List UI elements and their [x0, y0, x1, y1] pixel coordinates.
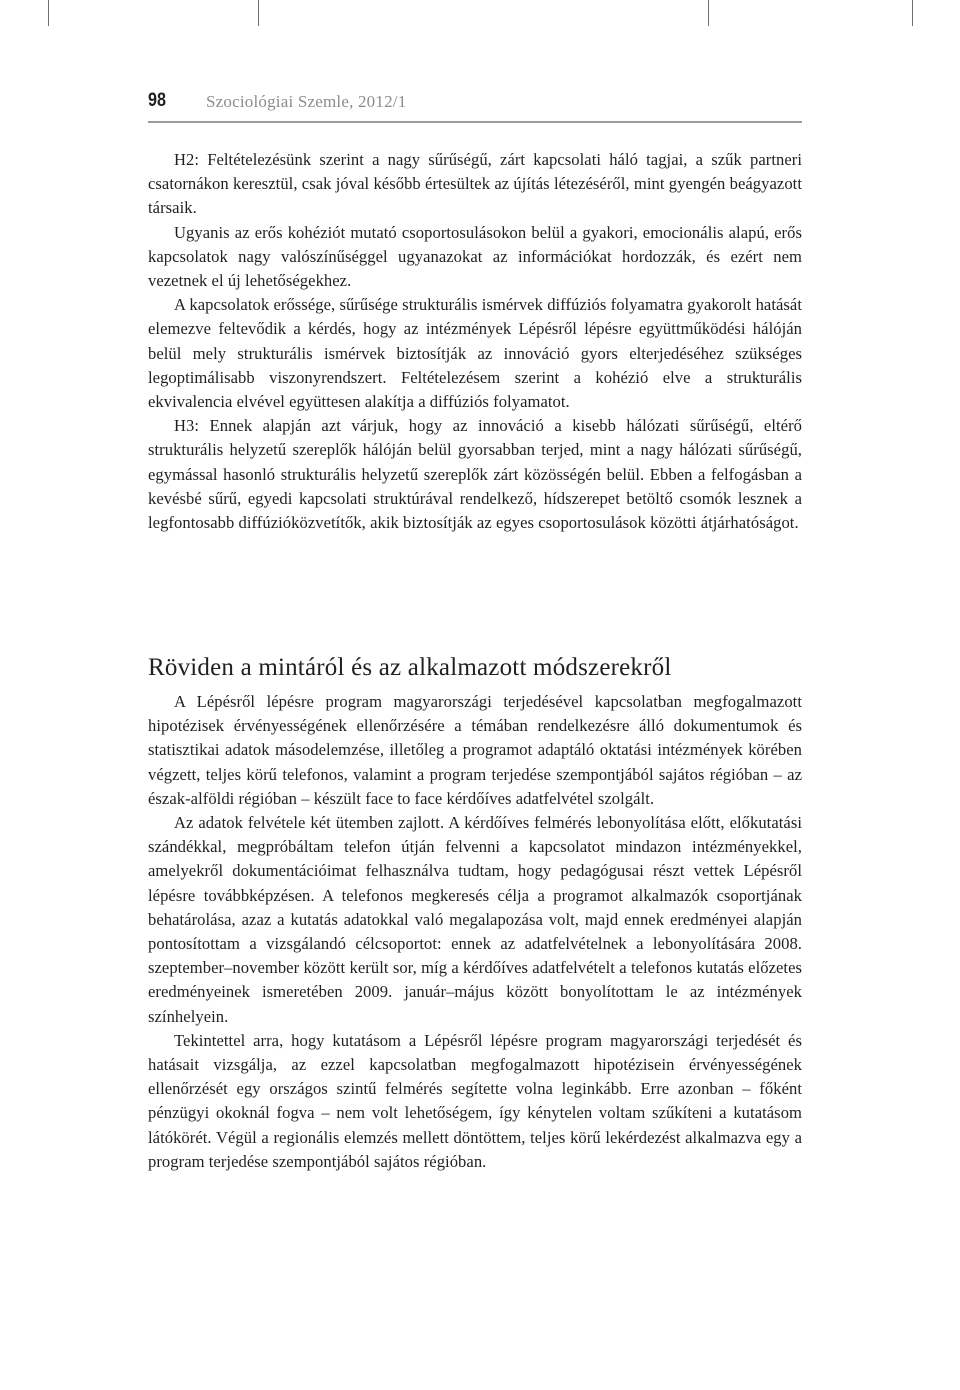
- paragraph: Ugyanis az erős kohéziót mutató csoportosulásokon belül a gyakori, emocionális alapú, erős kapcsolatok nagy valószínűséggel ugyanazokat az információkat hordozzák, és ezért nem vezetnek el új lehetőségekhez.: [148, 222, 802, 291]
- paragraph: A Lépésről lépésre program magyarországi terjedésével kapcsolatban megfogalmazott hipotézisek érvényességének ellenőrzésére a témában rendelkezésre álló dokumentumok és statisztikai adatok másodelemzése, illetőleg a programot adaptáló oktatási intézmények körében végzett, teljes körű telefonos, valamint a program terjedése szempontjából sajátos régióban – az észak-alföldi régióban – készült face to face kérdőíves adatfelvétel szolgált.: [148, 692, 802, 808]
- body-text-top: [148, 148, 802, 535]
- page-number: 98: [148, 90, 166, 111]
- crop-mark: [912, 0, 913, 26]
- crop-mark: [258, 0, 259, 26]
- paragraph: Tekintettel arra, hogy kutatásom a Lépésről lépésre program magyarországi terjedését és hatásait vizsgálja, az ezzel kapcsolatban megfogalmazott hipotézisein érvényességének ellenőrzését egy országos szintű felmérés segítette volna leginkább. Erre azonban – főként pénzügyi okoknál fogva – nem volt lehetőségem, így kénytelen voltam szűkíteni a kutatásom látókörét. Végül a regionális elemzés mellett döntöttem, teljes körű lekérdezést alkalmazva egy a program terjedése szempontjából sajátos régióban.: [148, 1030, 802, 1171]
- running-header: [148, 88, 802, 118]
- body-text-bottom: [148, 690, 802, 1174]
- crop-mark: [708, 0, 709, 26]
- paragraph-h2: H2: Feltételezésünk szerint a nagy sűrűségű, zárt kapcsolati háló tagjai, a szűk partneri csatornákon keresztül, csak jóval később értesültek az újítás létezéséről, mint gyengén beágyazott társaik.: [148, 150, 802, 218]
- journal-title: Szociológiai Szemle, 2012/1: [206, 92, 407, 111]
- paragraph-h3: H3: Ennek alapján azt várjuk, hogy az innováció a kisebb hálózati sűrűségű, eltérő strukturális helyzetű szereplők hálóján belül gyorsabban terjed, mint a nagy hálózati sűrűségű, egymással hasonló strukturális helyzetű szereplők zárt közösségén belül. Ebben a felfogásban a kevésbé sűrű, egyedi kapcsolati struktúrával rendelkező, hídszerepet betöltő csomók lesznek a legfontosabb diffúzióközvetítők, akik biztosítják az egyes csoportosulások közötti átjárhatóságot.: [148, 416, 802, 533]
- crop-mark: [48, 0, 49, 26]
- paragraph: Az adatok felvétele két ütemben zajlott. A kérdőíves felmérés lebonyolítása előtt, előkutatási szándékkal, megpróbáltam telefon útján felvenni a kapcsolatot mindazon intézményekkel, amelyekről dokumentációimat felhasználva tudtam, hogy pedagógusai részt vettek Lépésről lépésre továbbképzésen. A telefonos megkeresés célja a programot alkalmazók csoportjának behatárolása, azaz a kutatás adatokkal való megalapozása volt, majd ennek eredményei alapján pontosítottam a vizsgálandó célcsoportot: ennek az adatfelvételnek a lebonyolítására 2008. szeptember–november között került sor, míg a kérdőíves adatfelvételt a telefonos kutatás előzetes eredményeinek ismeretében 2009. január–május között bonyolítottam le az intézmények színhelyein.: [148, 813, 802, 1026]
- header-rule: [148, 121, 802, 123]
- section-title: Röviden a mintáról és az alkalmazott módszerekről: [148, 654, 672, 681]
- paragraph: A kapcsolatok erőssége, sűrűsége strukturális ismérvek diffúziós folyamatra gyakorolt hatását elemezve feltevődik a kérdés, hogy az intézmények Lépésről lépésre együttműködési hálóján belül mely strukturális ismérvek biztosítják az innováció gyors elterjedéséhez szükséges legoptimálisabb viszonyrendszert. Feltételezésem szerint a kohézió elve a strukturális ekvivalencia elvével együttesen alakítja a diffúziós folyamatot.: [148, 295, 802, 412]
